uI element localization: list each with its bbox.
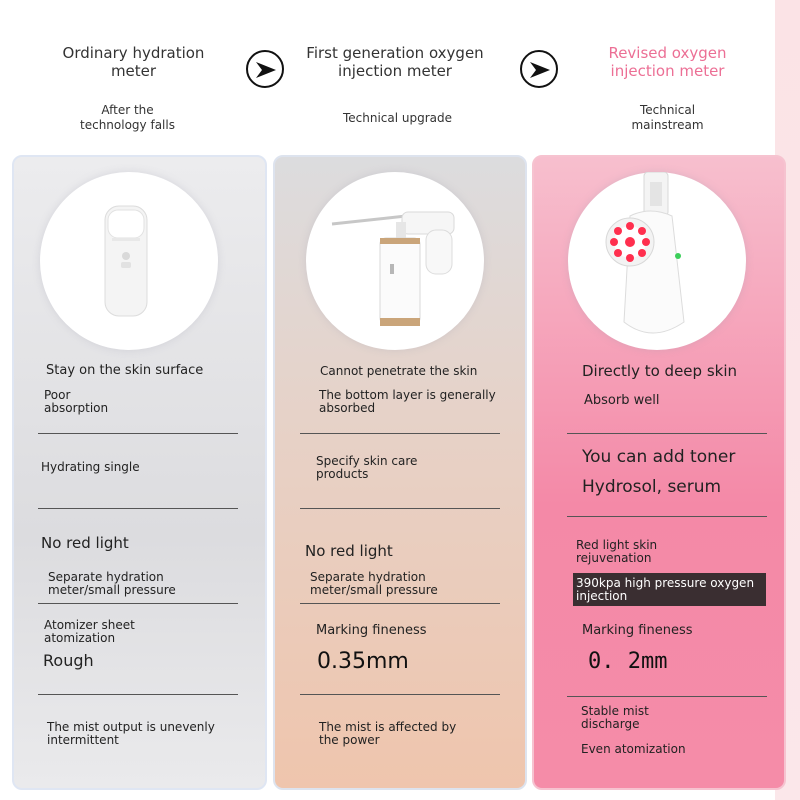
col1-absorption: Poor absorption	[44, 388, 109, 415]
col2-skin-care: Specify skin care products	[316, 454, 418, 481]
col1-rough: Rough	[43, 651, 94, 670]
divider	[300, 433, 500, 434]
divider	[567, 516, 767, 517]
divider	[38, 603, 238, 604]
col1-hydrating: Hydrating single	[41, 460, 140, 474]
col2-red-light: No red light	[305, 542, 393, 560]
divider	[38, 508, 238, 509]
col3-serum: Hydrosol, serum	[582, 477, 722, 497]
mist-sprayer-icon	[40, 172, 218, 350]
col2-fineness-value: 0.35mm	[317, 649, 409, 674]
col1-pressure: Separate hydration meter/small pressure	[48, 570, 176, 597]
col3-red-light: Red light skin rejuvenation	[576, 538, 658, 565]
col2-subtitle: Technical upgrade	[342, 111, 453, 125]
product-image-circle	[40, 172, 218, 350]
divider	[38, 433, 238, 434]
col2-title: First generation oxygen injection meter	[306, 44, 484, 80]
divider	[300, 508, 500, 509]
col3-fineness-value: 0. 2mm	[588, 649, 668, 674]
col2-fineness-label: Marking fineness	[316, 623, 427, 638]
col1-skin-surface: Stay on the skin surface	[46, 363, 204, 378]
col3-subtitle: Technical mainstream	[631, 103, 704, 132]
divider	[300, 694, 500, 695]
col3-pressure: 390kpa high pressure oxygen injection	[576, 576, 755, 603]
divider	[567, 696, 767, 697]
airbrush-device-icon	[306, 172, 484, 350]
col3-fineness-label: Marking fineness	[582, 623, 693, 638]
col1-mist-output: The mist output is unevenly intermittent	[47, 720, 215, 747]
oxygen-injector-device-icon	[568, 172, 746, 350]
divider	[38, 694, 238, 695]
product-image-circle	[568, 172, 746, 350]
col3-stable-mist: Stable mist discharge	[581, 704, 649, 731]
col3-absorb: Absorb well	[584, 393, 660, 408]
divider	[300, 603, 500, 604]
col2-mist-power: The mist is affected by the power	[319, 720, 457, 747]
col1-atomization: Atomizer sheet atomization	[44, 618, 135, 645]
col2-penetrate: Cannot penetrate the skin	[320, 364, 478, 378]
col3-even-atomization: Even atomization	[581, 742, 686, 756]
col1-subtitle: After the technology falls	[80, 103, 175, 132]
col1-red-light: No red light	[41, 534, 129, 552]
col3-toner: You can add toner	[582, 447, 736, 467]
col1-title: Ordinary hydration meter	[62, 44, 205, 80]
col2-bottom-layer: The bottom layer is generally absorbed	[319, 388, 496, 415]
arrow-right-icon	[520, 50, 558, 88]
col3-title: Revised oxygen injection meter	[608, 44, 727, 80]
divider	[567, 433, 767, 434]
arrow-right-icon	[246, 50, 284, 88]
col2-pressure: Separate hydration meter/small pressure	[310, 570, 438, 597]
col3-deep-skin: Directly to deep skin	[582, 362, 737, 380]
product-image-circle	[306, 172, 484, 350]
